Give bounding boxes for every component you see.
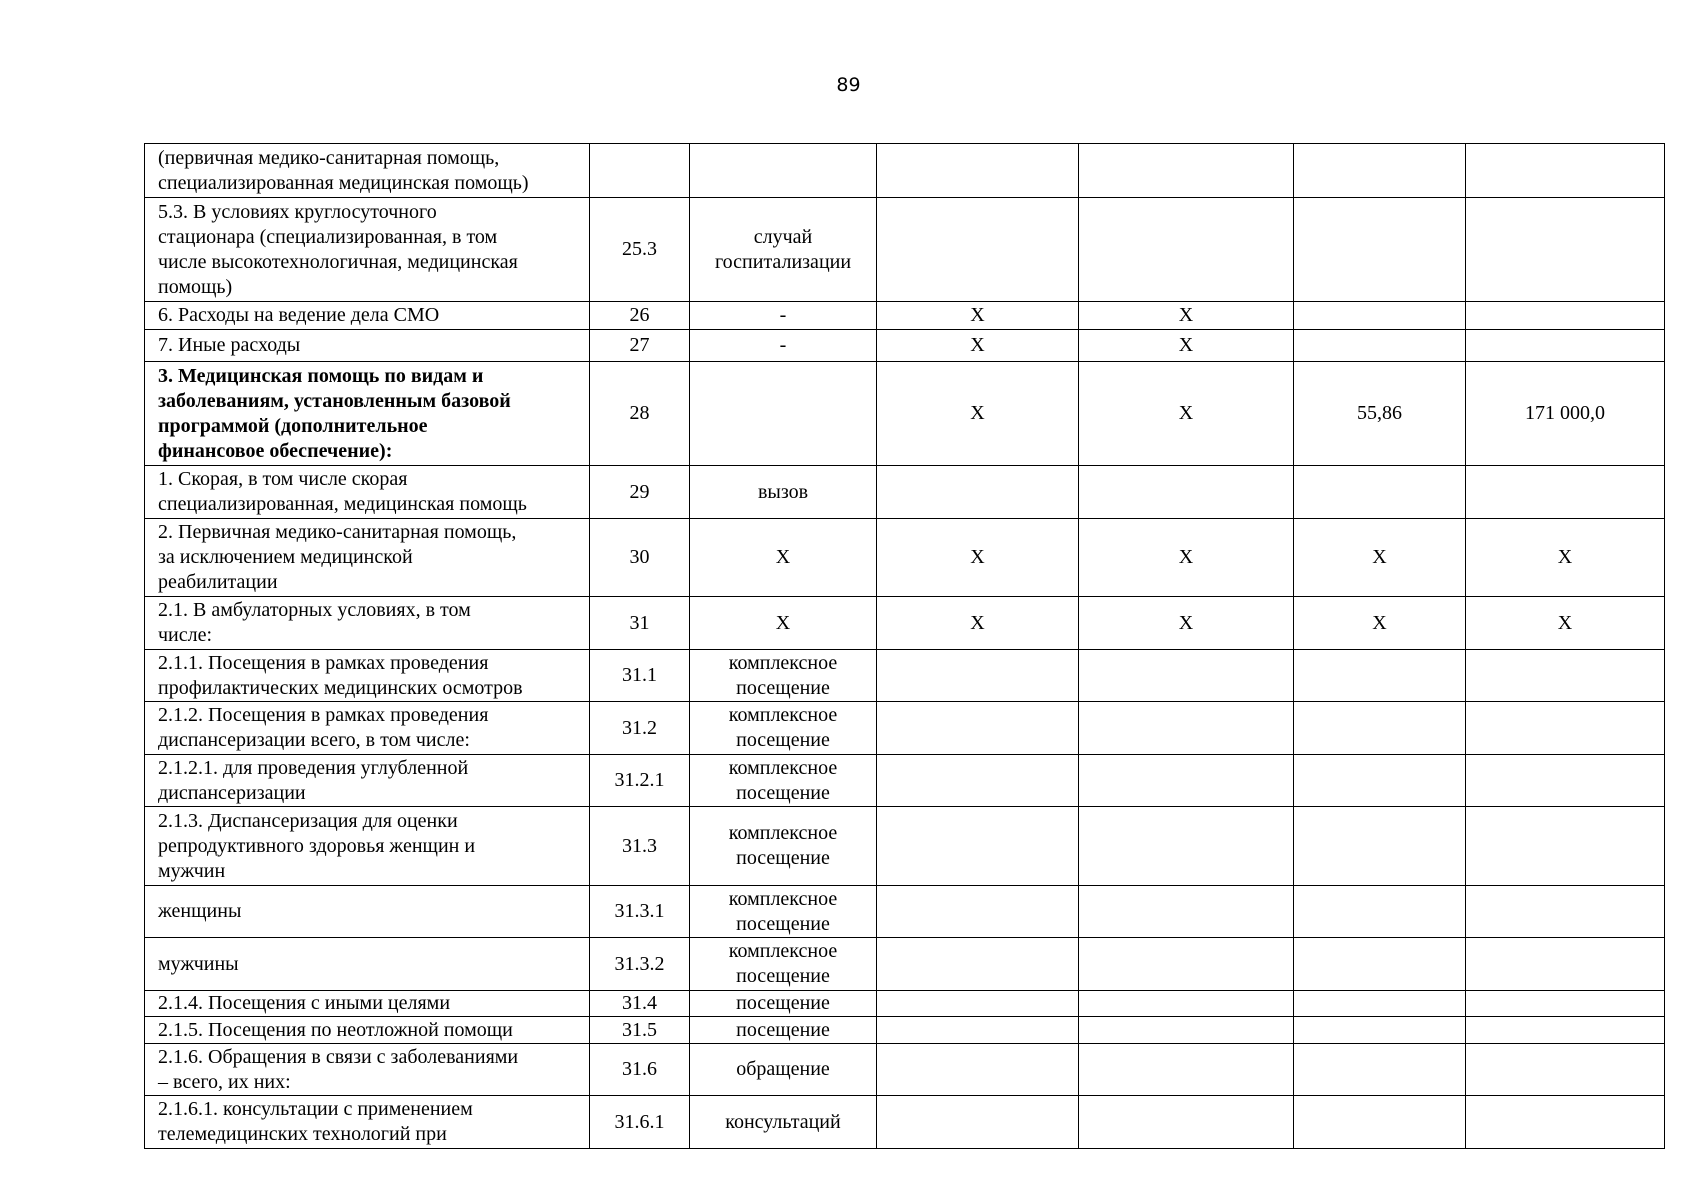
- value-cell: Х: [877, 362, 1079, 466]
- value-cell: [1466, 1096, 1665, 1149]
- value-cell: [877, 886, 1079, 938]
- value-cell: [1466, 1044, 1665, 1096]
- value-cell: [1079, 144, 1294, 198]
- value-cell: [1079, 807, 1294, 886]
- value-cell: [1294, 991, 1466, 1017]
- row-label: 2.1.1. Посещения в рамках проведения профилактических медицинских осмотров: [145, 650, 590, 702]
- value-cell: [1079, 650, 1294, 702]
- value-cell: [1079, 198, 1294, 302]
- row-code: 31.6: [590, 1044, 690, 1096]
- table-body: [145, 144, 1665, 1149]
- table-row: [145, 362, 1665, 466]
- row-code: 30: [590, 519, 690, 597]
- table-row: [145, 702, 1665, 755]
- row-label: 6. Расходы на ведение дела СМО: [145, 302, 590, 330]
- row-code: 28: [590, 362, 690, 466]
- unit-cell: комплексное посещение: [690, 807, 877, 886]
- value-cell: Х: [1079, 519, 1294, 597]
- unit-cell: комплексное посещение: [690, 886, 877, 938]
- value-cell: [1079, 1044, 1294, 1096]
- value-cell: [877, 991, 1079, 1017]
- table-row: [145, 1096, 1665, 1149]
- value-cell: [1294, 650, 1466, 702]
- unit-cell: вызов: [690, 466, 877, 519]
- row-code: 31.6.1: [590, 1096, 690, 1149]
- value-cell: [1079, 1096, 1294, 1149]
- unit-cell: посещение: [690, 991, 877, 1017]
- value-cell: [1294, 702, 1466, 755]
- value-cell: [1466, 702, 1665, 755]
- value-cell: [1294, 755, 1466, 807]
- row-code: 31.2: [590, 702, 690, 755]
- value-cell: [1466, 807, 1665, 886]
- value-cell: [1294, 144, 1466, 198]
- page-number: 89: [836, 74, 861, 96]
- value-cell: Х: [877, 302, 1079, 330]
- table-row: [145, 302, 1665, 330]
- row-label: мужчины: [145, 938, 590, 991]
- value-cell: [1294, 1044, 1466, 1096]
- row-code: 31.4: [590, 991, 690, 1017]
- value-cell: Х: [1466, 597, 1665, 650]
- value-cell: [1294, 938, 1466, 991]
- value-cell: [1466, 330, 1665, 362]
- table-row: [145, 938, 1665, 991]
- value-cell: [1294, 1017, 1466, 1044]
- unit-cell: консультаций: [690, 1096, 877, 1149]
- row-code: 31.3.2: [590, 938, 690, 991]
- value-cell: [1466, 144, 1665, 198]
- table-row: [145, 330, 1665, 362]
- value-cell: [1294, 886, 1466, 938]
- unit-cell: обращение: [690, 1044, 877, 1096]
- value-cell: Х: [1079, 362, 1294, 466]
- row-label: (первичная медико-санитарная помощь, специализированная медицинская помощь): [145, 144, 590, 198]
- unit-cell: посещение: [690, 1017, 877, 1044]
- unit-cell: комплексное посещение: [690, 755, 877, 807]
- row-label: 2.1. В амбулаторных условиях, в том числе:: [145, 597, 590, 650]
- value-cell: [1466, 938, 1665, 991]
- value-cell: [1466, 198, 1665, 302]
- value-cell: [877, 198, 1079, 302]
- value-cell: [1079, 938, 1294, 991]
- value-cell: Х: [1079, 597, 1294, 650]
- row-label: женщины: [145, 886, 590, 938]
- value-cell: [877, 1044, 1079, 1096]
- unit-cell: случай госпитализации: [690, 198, 877, 302]
- value-cell: [877, 755, 1079, 807]
- value-cell: [1466, 466, 1665, 519]
- table-row: [145, 466, 1665, 519]
- row-label: 2.1.2.1. для проведения углубленной диспансеризации: [145, 755, 590, 807]
- value-cell: Х: [877, 519, 1079, 597]
- value-cell: [1079, 991, 1294, 1017]
- row-label: 3. Медицинская помощь по видам и заболеваниям, установленным базовой программой (дополнительное финансовое обеспечение):: [145, 362, 590, 466]
- value-cell: [1466, 991, 1665, 1017]
- row-label: 2.1.2. Посещения в рамках проведения диспансеризации всего, в том числе:: [145, 702, 590, 755]
- value-cell: [1294, 198, 1466, 302]
- value-cell: [1466, 302, 1665, 330]
- unit-cell: Х: [690, 519, 877, 597]
- table-row: [145, 597, 1665, 650]
- value-cell: [1079, 755, 1294, 807]
- row-code: 29: [590, 466, 690, 519]
- unit-cell: -: [690, 330, 877, 362]
- unit-cell: комплексное посещение: [690, 650, 877, 702]
- value-cell: Х: [877, 597, 1079, 650]
- unit-cell: комплексное посещение: [690, 702, 877, 755]
- value-cell: [877, 702, 1079, 755]
- row-code: 31.5: [590, 1017, 690, 1044]
- value-cell: [1294, 330, 1466, 362]
- value-cell: [1079, 466, 1294, 519]
- row-code: 27: [590, 330, 690, 362]
- table-row: [145, 1044, 1665, 1096]
- unit-cell: [690, 362, 877, 466]
- row-label: 2.1.4. Посещения с иными целями: [145, 991, 590, 1017]
- value-cell: [877, 938, 1079, 991]
- value-cell: Х: [1294, 519, 1466, 597]
- row-label: 2.1.6. Обращения в связи с заболеваниями – всего, их них:: [145, 1044, 590, 1096]
- value-cell: [1079, 886, 1294, 938]
- value-cell: 171 000,0: [1466, 362, 1665, 466]
- table-row: [145, 1017, 1665, 1044]
- value-cell: [1294, 1096, 1466, 1149]
- row-code: 25.3: [590, 198, 690, 302]
- value-cell: [1466, 886, 1665, 938]
- value-cell: [877, 466, 1079, 519]
- value-cell: [1294, 466, 1466, 519]
- table-row: [145, 886, 1665, 938]
- value-cell: [1079, 702, 1294, 755]
- table-row: [145, 650, 1665, 702]
- value-cell: [877, 650, 1079, 702]
- value-cell: [1466, 650, 1665, 702]
- row-label: 1. Скорая, в том числе скорая специализированная, медицинская помощь: [145, 466, 590, 519]
- row-code: 31.3.1: [590, 886, 690, 938]
- unit-cell: комплексное посещение: [690, 938, 877, 991]
- row-code: [590, 144, 690, 198]
- value-cell: [1294, 302, 1466, 330]
- value-cell: [1294, 807, 1466, 886]
- data-table: [144, 143, 1665, 1149]
- row-code: 31: [590, 597, 690, 650]
- table-row: [145, 755, 1665, 807]
- table-row: [145, 198, 1665, 302]
- unit-cell: [690, 144, 877, 198]
- value-cell: [877, 1017, 1079, 1044]
- row-label: 2.1.5. Посещения по неотложной помощи: [145, 1017, 590, 1044]
- value-cell: [877, 144, 1079, 198]
- value-cell: [1466, 755, 1665, 807]
- value-cell: Х: [1079, 330, 1294, 362]
- value-cell: [877, 1096, 1079, 1149]
- table-row: [145, 519, 1665, 597]
- row-label: 2.1.3. Диспансеризация для оценки репродуктивного здоровья женщин и мужчин: [145, 807, 590, 886]
- row-label: 2. Первичная медико-санитарная помощь, за исключением медицинской реабилитации: [145, 519, 590, 597]
- value-cell: Х: [877, 330, 1079, 362]
- value-cell: [1079, 1017, 1294, 1044]
- value-cell: Х: [1079, 302, 1294, 330]
- unit-cell: Х: [690, 597, 877, 650]
- table-row: [145, 991, 1665, 1017]
- row-code: 31.1: [590, 650, 690, 702]
- row-code: 31.2.1: [590, 755, 690, 807]
- value-cell: Х: [1466, 519, 1665, 597]
- value-cell: 55,86: [1294, 362, 1466, 466]
- row-label: 5.3. В условиях круглосуточного стационара (специализированная, в том числе высокотехнологичная, медицинская помощь): [145, 198, 590, 302]
- table-row: [145, 144, 1665, 198]
- value-cell: [1466, 1017, 1665, 1044]
- table-row: [145, 807, 1665, 886]
- row-code: 26: [590, 302, 690, 330]
- row-label: 7. Иные расходы: [145, 330, 590, 362]
- row-code: 31.3: [590, 807, 690, 886]
- value-cell: Х: [1294, 597, 1466, 650]
- unit-cell: -: [690, 302, 877, 330]
- row-label: 2.1.6.1. консультации с применением телемедицинских технологий при: [145, 1096, 590, 1149]
- value-cell: [877, 807, 1079, 886]
